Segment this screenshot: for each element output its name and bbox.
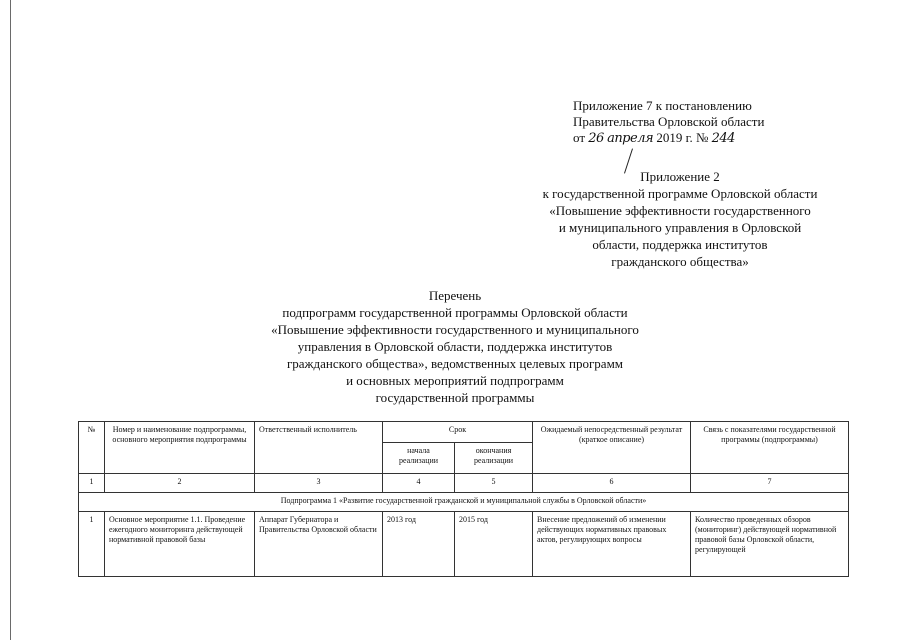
handwritten-month: апреля (607, 131, 654, 146)
appendix-2-line: к государственной программе Орловской области (542, 186, 818, 201)
scan-edge-line (10, 0, 11, 640)
heading-line: подпрограмм государственной программы Орловской области (282, 305, 628, 320)
header-start: начала реализации (383, 443, 455, 474)
appendix-2-line: «Повышение эффективности государственного (549, 203, 811, 218)
row-end: 2015 год (455, 512, 533, 577)
row-num: 1 (79, 512, 105, 577)
appendix-7-line-1: Приложение 7 к постановлению (573, 98, 752, 113)
header-executor: Ответственный исполнитель (255, 422, 383, 474)
heading-line: государственной программы (375, 390, 535, 405)
appendix-2-line: Приложение 2 (640, 169, 720, 184)
appendix-2-line: и муниципального управления в Орловской (558, 220, 802, 235)
heading-line: «Повышение эффективности государственного и муниципального (271, 322, 639, 337)
row-name: Основное мероприятие 1.1. Проведение ежегодного мониторинга действующей нормативной правовой базы (105, 512, 255, 577)
subprogram-title-row (79, 493, 849, 512)
column-number: 5 (455, 474, 533, 493)
row-start: 2013 год (383, 512, 455, 577)
subprogram-title: Подпрограмма 1 «Развитие государственной гражданской и муниципальной службы в Орловской области» (79, 493, 849, 512)
column-number: 4 (383, 474, 455, 493)
subprogram-table (78, 421, 849, 577)
appendix-2-line: гражданского общества» (611, 254, 749, 269)
handwritten-day: 26 (588, 131, 604, 146)
row-executor: Аппарат Губернатора и Правительства Орловской области (255, 512, 383, 577)
heading-line: и основных мероприятий подпрограмм (346, 373, 564, 388)
heading-line: Перечень (428, 288, 482, 303)
column-number: 6 (533, 474, 691, 493)
table-row (79, 512, 849, 577)
date-prefix: от (573, 130, 586, 145)
header-end: окончания реализации (455, 443, 533, 474)
table-header-row (79, 422, 849, 443)
appendix-2-line: области, поддержка институтов (592, 237, 768, 252)
handwritten-number: 244 (711, 131, 735, 146)
row-result: Внесение предложений об изменении действующих нормативных правовых актов, регулирующих вопросы (533, 512, 691, 577)
heading-line: гражданского общества», ведомственных целевых программ (286, 356, 624, 371)
column-number: 3 (255, 474, 383, 493)
header-name: Номер и наименование подпрограммы, основного мероприятия подпрограммы (105, 422, 255, 474)
appendix-2-block (515, 168, 845, 270)
appendix-7-line-3 (573, 130, 833, 147)
header-term: Срок (383, 422, 533, 443)
column-number: 7 (691, 474, 849, 493)
row-link: Количество проведенных обзоров (мониторинг) действующей нормативной правовой базы Орловской области, регулирующей (691, 512, 849, 577)
header-result: Ожидаемый непосредственный результат (краткое описание) (533, 422, 691, 474)
date-year: 2019 г. № (656, 130, 709, 145)
column-number: 2 (105, 474, 255, 493)
header-link: Связь с показателями государственной программы (подпрограммы) (691, 422, 849, 474)
appendix-7-line-2: Правительства Орловской области (573, 114, 765, 129)
document-heading (210, 287, 700, 406)
column-number-row (79, 474, 849, 493)
column-number: 1 (79, 474, 105, 493)
header-num: № (79, 422, 105, 474)
appendix-7-block (573, 98, 833, 147)
heading-line: управления в Орловской области, поддержка институтов (297, 339, 613, 354)
